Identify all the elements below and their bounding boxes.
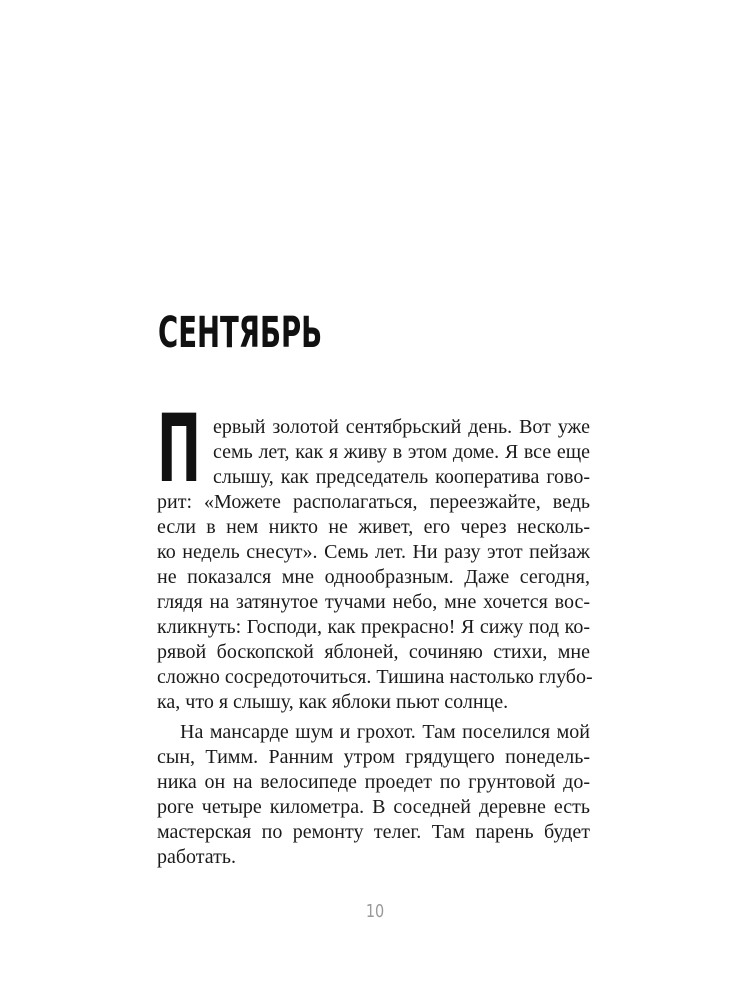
text-line: глядя на затянутое тучами небо, мне хочется вос- [157, 591, 590, 613]
text-line: слышу, как председатель кооператива гово- [213, 466, 590, 488]
text-line: кликнуть: Господи, как прекрасно! Я сижу под ко- [157, 616, 590, 638]
text-line: рит: «Можете располагаться, переезжайте, ведь [157, 491, 590, 513]
text-line: На мансарде шум и грохот. Там поселился мой [180, 721, 590, 743]
text-line: ка, что я слышу, как яблоки пьют солнце. [157, 691, 509, 713]
text-line: мастерская по ремонту телег. Там парень будет [157, 821, 590, 843]
text-line: сын, Тимм. Ранним утром грядущего понедель- [157, 746, 590, 768]
page-number: 10 [365, 901, 385, 922]
chapter-title: СЕНТЯБРЬ [158, 308, 323, 358]
text-line: ко недель снесут». Семь лет. Ни разу этот пейзаж [157, 541, 590, 563]
text-line: ервый золотой сентябрьский день. Вот уже [213, 416, 590, 438]
text-line: рявой боскопской яблоней, сочиняю стихи, мне [157, 641, 590, 663]
drop-cap: П [157, 395, 202, 504]
text-line: сложно сосредоточиться. Тишина настолько глубо- [157, 666, 593, 688]
text-line: работать. [157, 846, 236, 868]
text-line: если в нем никто не живет, его через несколь- [157, 516, 590, 538]
text-line: роге четыре километра. В соседней деревне есть [157, 796, 590, 818]
text-line: ника он на велосипеде проедет по грунтовой до- [157, 771, 590, 793]
text-line: не показался мне однообразным. Даже сегодня, [157, 566, 590, 588]
text-line: семь лет, как я живу в этом доме. Я все еще [213, 441, 590, 463]
